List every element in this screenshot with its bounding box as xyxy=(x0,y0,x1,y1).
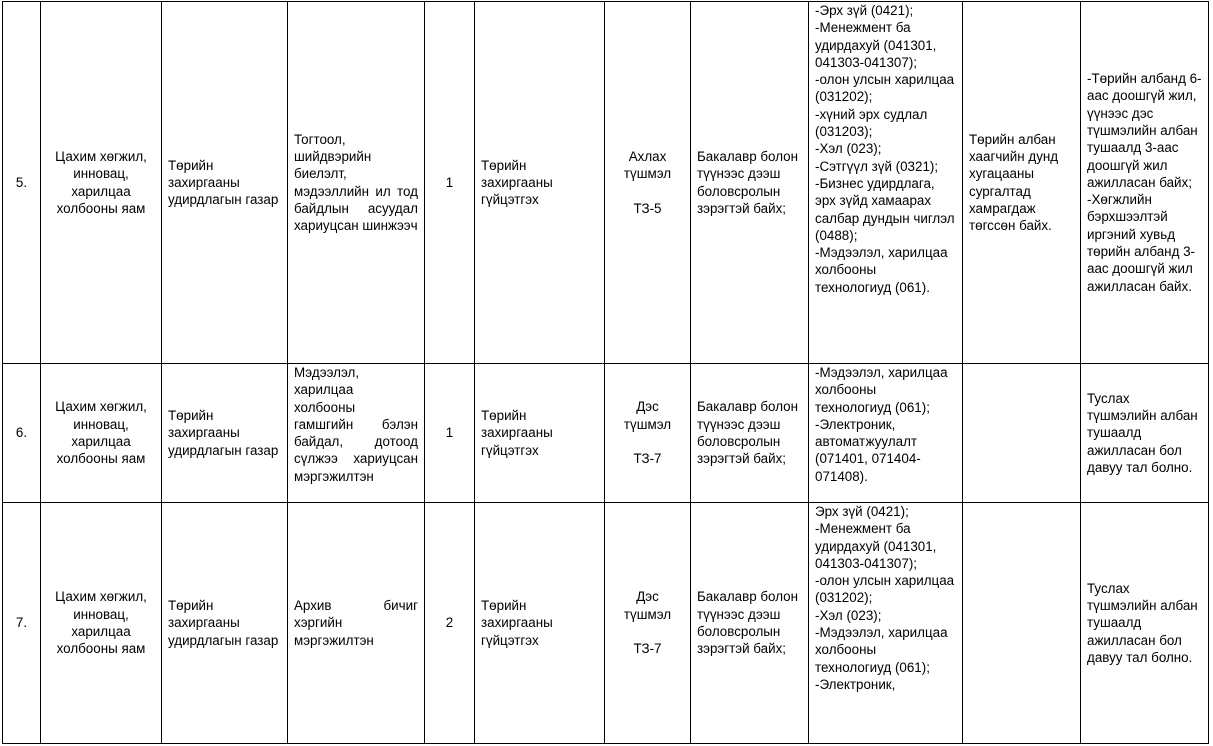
experience-cell xyxy=(1081,2,1209,364)
experience-item: Туслах түшмэлийн албан тушаалд ажилласан бол давуу тал болно. xyxy=(1087,390,1198,475)
position-title-cell: Мэдээлэл, харилцаа холбооны гамшгийн бэлэн байдал, дотоод сүлжээ хариуцсан мэргэжилтэн xyxy=(288,364,425,503)
specialty-item: -олон улсын харилцаа (031202); xyxy=(815,72,955,105)
experience-item: -Төрийн албанд 6-аас доошгүй жил, үүнээс дэс түшмэлийн албан тушаалд 3-аас доошгүй жил ажилласан байх; xyxy=(1087,71,1202,190)
specialty-cell xyxy=(809,2,963,364)
position-count-cell: 1 xyxy=(425,2,475,364)
row-number: 7. xyxy=(3,503,41,744)
education-cell: Бакалавр болон түүнээс дээш боловсролын зэрэгтэй байх; xyxy=(691,364,809,503)
specialty-item: -Сэтгүүл зүй (0321); xyxy=(815,158,939,174)
table-row xyxy=(3,2,1209,364)
rank-code: ТЗ-5 xyxy=(633,200,662,216)
specialty-item: Эрх зүй (0421); xyxy=(815,504,909,519)
unit-cell: Төрийн захиргааны удирдлагын газар xyxy=(162,503,288,744)
education-cell: Бакалавр болон түүнээс дээш боловсролын зэрэгтэй байх; xyxy=(691,2,809,364)
experience-item: -Хөгжлийн бэрхшээлтэй иргэний хувьд төрийн албанд 3-аас доошгүй жил ажилласан байх. xyxy=(1087,192,1196,294)
specialty-item: -хүний эрх судлал (031203); xyxy=(815,106,928,140)
specialty-item: -Хэл (023); xyxy=(815,607,882,623)
specialty-item: -Менежмент ба удирдахуй (041301, 041303-041307); xyxy=(815,20,937,70)
position-title-cell: Архив бичиг хэргийн мэргэжилтэн xyxy=(288,503,425,744)
specialty-item: -Мэдээлэл, харилцаа холбооны технологиуд (061); xyxy=(815,365,948,415)
position-count-cell: 2 xyxy=(425,503,475,744)
positions-table xyxy=(2,1,1209,744)
rank-cell xyxy=(605,2,691,364)
unit-cell: Төрийн захиргааны удирдлагын газар xyxy=(162,364,288,503)
experience-item: Туслах түшмэлийн албан тушаалд ажилласан бол давуу тал болно. xyxy=(1087,580,1198,665)
specialty-item: -Мэдээлэл, харилцаа холбооны технологиуд (061). xyxy=(815,245,948,295)
specialty-item: -олон улсын харилцаа (031202); xyxy=(815,573,955,606)
category-cell: Төрийн захиргааны гүйцэтгэх xyxy=(475,364,605,503)
specialty-item: -Бизнес удирдлага, эрх зүйд хамаарах салбар дундын чиглэл (0488); xyxy=(815,175,955,243)
category-cell: Төрийн захиргааны гүйцэтгэх xyxy=(475,503,605,744)
rank-code: ТЗ-7 xyxy=(633,451,662,467)
table-row xyxy=(3,503,1209,744)
ministry-cell: Цахим хөгжил, инновац, харилцаа холбооны яам xyxy=(41,364,162,503)
specialty-item: -Электроник, автоматжуулалт (071401, 071404-071408). xyxy=(815,416,921,484)
ministry-cell: Цахим хөгжил, инновац, харилцаа холбооны яам xyxy=(41,2,162,364)
education-cell: Бакалавр болон түүнээс дээш боловсролын зэрэгтэй байх; xyxy=(691,503,809,744)
training-cell xyxy=(963,364,1081,503)
position-count-cell: 1 xyxy=(425,364,475,503)
rank-title: Дэс түшмэл xyxy=(623,589,672,622)
specialty-item: -Электроник, xyxy=(815,676,896,692)
unit-cell: Төрийн захиргааны удирдлагын газар xyxy=(162,2,288,364)
specialty-item: -Менежмент ба удирдахуй (041301, 041303-041307); xyxy=(815,521,937,571)
specialty-cell xyxy=(809,503,963,744)
ministry-cell: Цахим хөгжил, инновац, харилцаа холбооны яам xyxy=(41,503,162,744)
specialty-item: -Хэл (023); xyxy=(815,141,882,157)
rank-cell xyxy=(605,364,691,503)
table-row xyxy=(3,364,1209,503)
rank-title: Ахлах түшмэл xyxy=(623,148,672,182)
training-cell xyxy=(963,503,1081,744)
category-cell: Төрийн захиргааны гүйцэтгэх xyxy=(475,2,605,364)
specialty-cell xyxy=(809,364,963,503)
experience-cell xyxy=(1081,364,1209,503)
row-number: 6. xyxy=(3,364,41,503)
position-title-cell: Тогтоол, шийдвэрийн биелэлт, мэдээллийн ил тод байдлын асуудал хариуцсан шинжээч xyxy=(288,2,425,364)
rank-cell xyxy=(605,503,691,744)
specialty-item: -Эрх зүй (0421); xyxy=(815,3,914,18)
row-number: 5. xyxy=(3,2,41,364)
experience-cell xyxy=(1081,503,1209,744)
training-cell: Төрийн албан хаагчийн дунд хугацааны сургалтад хамрагдаж төгссөн байх. xyxy=(963,2,1081,364)
rank-title: Дэс түшмэл xyxy=(623,399,672,432)
rank-code: ТЗ-7 xyxy=(633,641,662,657)
specialty-item: -Мэдээлэл, харилцаа холбооны технологиуд (061); xyxy=(815,625,948,675)
